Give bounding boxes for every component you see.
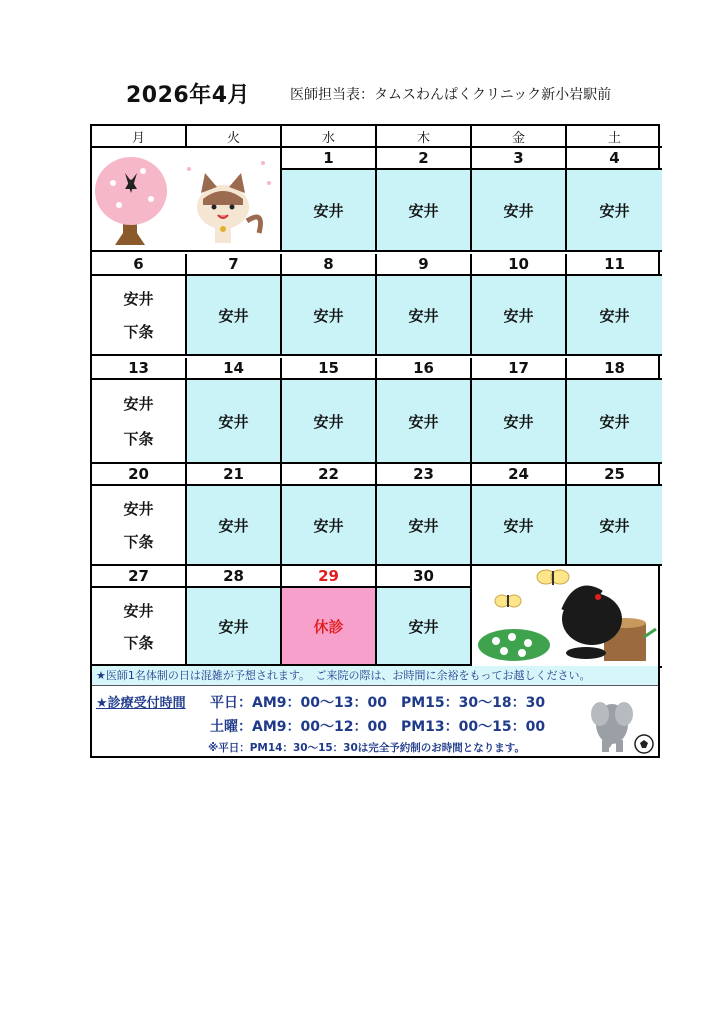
elephant-icon [586, 690, 656, 754]
doctor-name: 安井 [123, 290, 154, 308]
saturday-hours: 土曜：AM9：00～12：00 PM13：00～15：00 [210, 719, 546, 735]
doctor-name: 安井 [408, 516, 439, 535]
date-number: 21 [187, 464, 282, 486]
doctor-name: 安井 [408, 617, 439, 636]
weekday-hours: 平日：AM9：00～13：00 PM15：30～18：30 [210, 695, 546, 711]
doctor-slot [92, 380, 187, 464]
doctor-slot [187, 276, 282, 356]
doctor-slot [282, 588, 377, 666]
doctor-name: 安井 [503, 412, 534, 431]
date-number: 24 [472, 464, 567, 486]
date-number: 28 [187, 566, 282, 588]
doctor-name: 安井 [599, 516, 630, 535]
doctor-slot [377, 486, 472, 566]
doctor-slot [92, 588, 187, 666]
doctor-slot [472, 380, 567, 464]
doctor-name: 安井 [599, 201, 630, 220]
page-title: 2026年4月 [126, 83, 251, 108]
doctor-slot [187, 380, 282, 464]
doctor-slot [472, 170, 567, 252]
doctor-slot [282, 276, 377, 356]
reservation-note: ※平日：PM14：30～15：30は完全予約制のお時間となります。 [208, 742, 525, 754]
doctor-slot [187, 588, 282, 666]
doctor-name: 安井 [123, 601, 154, 620]
weekday-header: 土 [567, 126, 662, 148]
crowd-notice: ★医師1名体制の日は混雑が予想されます。 ご来院の際は、お時間に余裕をもってお越しください。 [92, 666, 658, 686]
weekday-header: 水 [282, 126, 377, 148]
doctor-name: 安井 [503, 516, 534, 535]
doctor-slot [377, 276, 472, 356]
doctor-name: 下条 [123, 323, 154, 341]
soccer-ball-icon [635, 735, 653, 753]
cat-icon [197, 173, 261, 243]
footer [92, 666, 658, 756]
date-number: 27 [92, 566, 187, 588]
date-number: 6 [92, 254, 187, 276]
doctor-slot [282, 170, 377, 252]
doctor-name: 安井 [408, 201, 439, 220]
date-number: 10 [472, 254, 567, 276]
doctor-name: 安井 [218, 617, 249, 636]
doctor-slot [282, 380, 377, 464]
doctor-name: 下条 [123, 533, 154, 551]
hours-label: ★診療受付時間 [96, 696, 186, 711]
date-number: 30 [377, 566, 472, 588]
flower-bush-icon [478, 629, 550, 661]
rabbit-icon [562, 591, 646, 661]
doctor-slot [472, 486, 567, 566]
doctor-slot [92, 486, 187, 566]
doctor-name: 安井 [218, 412, 249, 431]
date-number: 8 [282, 254, 377, 276]
doctor-name: 下条 [123, 430, 154, 448]
weekday-header: 火 [187, 126, 282, 148]
date-number: 18 [567, 358, 662, 380]
weekday-header: 月 [92, 126, 187, 148]
date-number: 17 [472, 358, 567, 380]
date-number: 11 [567, 254, 662, 276]
doctor-name: 安井 [599, 306, 630, 325]
calendar [90, 124, 660, 758]
doctor-name: 安井 [123, 395, 154, 413]
doctor-slot [567, 170, 662, 252]
doctor-name: 安井 [408, 412, 439, 431]
date-number: 29 [282, 566, 377, 588]
butterfly-icon [495, 570, 569, 607]
clinic-title: 医師担当表：タムスわんぱくクリニック新小岩駅前 [290, 87, 612, 103]
weekday-header: 木 [377, 126, 472, 148]
doctor-slot [472, 276, 567, 356]
date-number: 13 [92, 358, 187, 380]
date-number: 1 [282, 148, 377, 170]
doctor-name: 安井 [123, 500, 154, 518]
doctor-name: 安井 [503, 306, 534, 325]
doctor-slot [377, 170, 472, 252]
date-number: 14 [187, 358, 282, 380]
doctor-slot [567, 486, 662, 566]
weekday-header: 金 [472, 126, 567, 148]
doctor-slot [187, 486, 282, 566]
date-number: 15 [282, 358, 377, 380]
date-number: 20 [92, 464, 187, 486]
doctor-slot [92, 276, 187, 356]
doctor-name: 安井 [313, 516, 344, 535]
doctor-name: 安井 [313, 201, 344, 220]
doctor-name: 安井 [599, 412, 630, 431]
doctor-name: 安井 [218, 306, 249, 325]
doctor-name: 安井 [408, 306, 439, 325]
doctor-name: 下条 [123, 633, 154, 652]
date-number: 7 [187, 254, 282, 276]
doctor-name: 休診 [313, 617, 344, 636]
doctor-slot [282, 486, 377, 566]
doctor-slot [377, 588, 472, 666]
date-number: 25 [567, 464, 662, 486]
doctor-name: 安井 [218, 516, 249, 535]
date-number: 3 [472, 148, 567, 170]
doctor-slot [567, 276, 662, 356]
date-number: 16 [377, 358, 472, 380]
doctor-name: 安井 [313, 412, 344, 431]
date-number: 22 [282, 464, 377, 486]
illustration-cherry-cat [92, 148, 282, 252]
date-number: 2 [377, 148, 472, 170]
date-number: 4 [567, 148, 662, 170]
cherry-tree-icon [93, 149, 279, 249]
doctor-slot [377, 380, 472, 464]
doctor-slot [567, 380, 662, 464]
doctor-name: 安井 [313, 306, 344, 325]
date-number: 23 [377, 464, 472, 486]
date-number: 9 [377, 254, 472, 276]
doctor-name: 安井 [503, 201, 534, 220]
illustration-rabbit [472, 566, 662, 668]
